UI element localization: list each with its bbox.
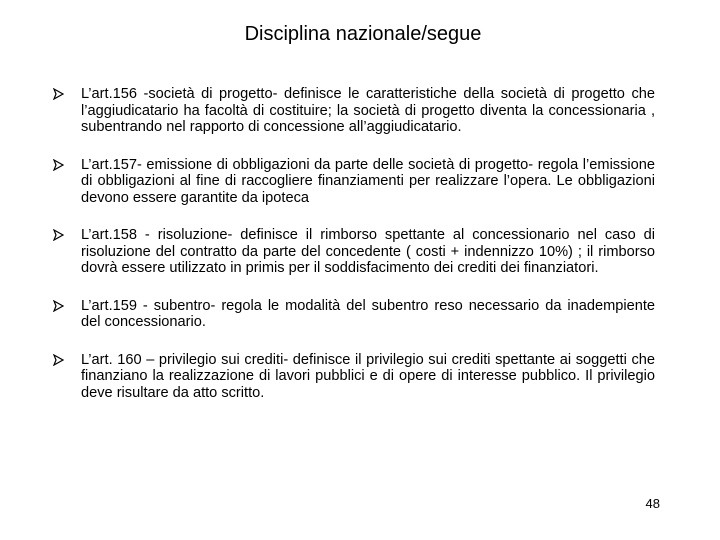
- bullet-item-art-160: [53, 352, 655, 402]
- arrowhead-bullet-icon: [53, 157, 67, 173]
- slide-title: Disciplina nazionale/segue: [244, 23, 482, 45]
- arrowhead-bullet-icon: [53, 227, 67, 243]
- arrowhead-bullet-icon: [53, 86, 67, 102]
- page-number: 48: [645, 496, 660, 511]
- arrowhead-bullet-icon: [53, 352, 67, 368]
- bullet-text: L’art.157- emissione di obbligazioni da parte delle società di progetto- regola l’emissione di obbligazioni al fine di raccogliere finanziamenti per realizzare l’opera. Le obbligazioni devono essere garantite da ipoteca: [81, 156, 655, 206]
- bullet-list: [53, 86, 655, 422]
- bullet-text: L’art.158 - risoluzione- definisce il rimborso spettante al concessionario nel caso di risoluzione del contratto da parte del concedente ( costi + indennizzo 10%) ; il rimborso dovrà essere utilizzato in primis per il soddisfacimento dei crediti dei finanziatori.: [81, 227, 655, 276]
- bullet-text: L’art. 160 – privilegio sui crediti- definisce il privilegio sui crediti spettante ai soggetti che finanziano la realizzazione di lavori pubblici e di opere di interesse pubblico. Il privilegio deve risultare da atto scritto.: [81, 351, 655, 401]
- bullet-item-art-156: [53, 86, 655, 136]
- bullet-item-art-159: [53, 298, 655, 331]
- arrowhead-bullet-icon: [53, 298, 67, 314]
- bullet-text: L’art.156 -società di progetto- definisce le caratteristiche della società di progetto che l’aggiudicatario ha facoltà di costituire; la società di progetto diventa la concessionaria , subentrando nel rapporto di concessione all’aggiudicatario.: [81, 86, 655, 135]
- bullet-item-art-158: [53, 227, 655, 277]
- bullet-item-art-157: [53, 157, 655, 207]
- bullet-text: L’art.159 - subentro- regola le modalità del subentro reso necessario da inadempiente del concessionario.: [81, 297, 655, 330]
